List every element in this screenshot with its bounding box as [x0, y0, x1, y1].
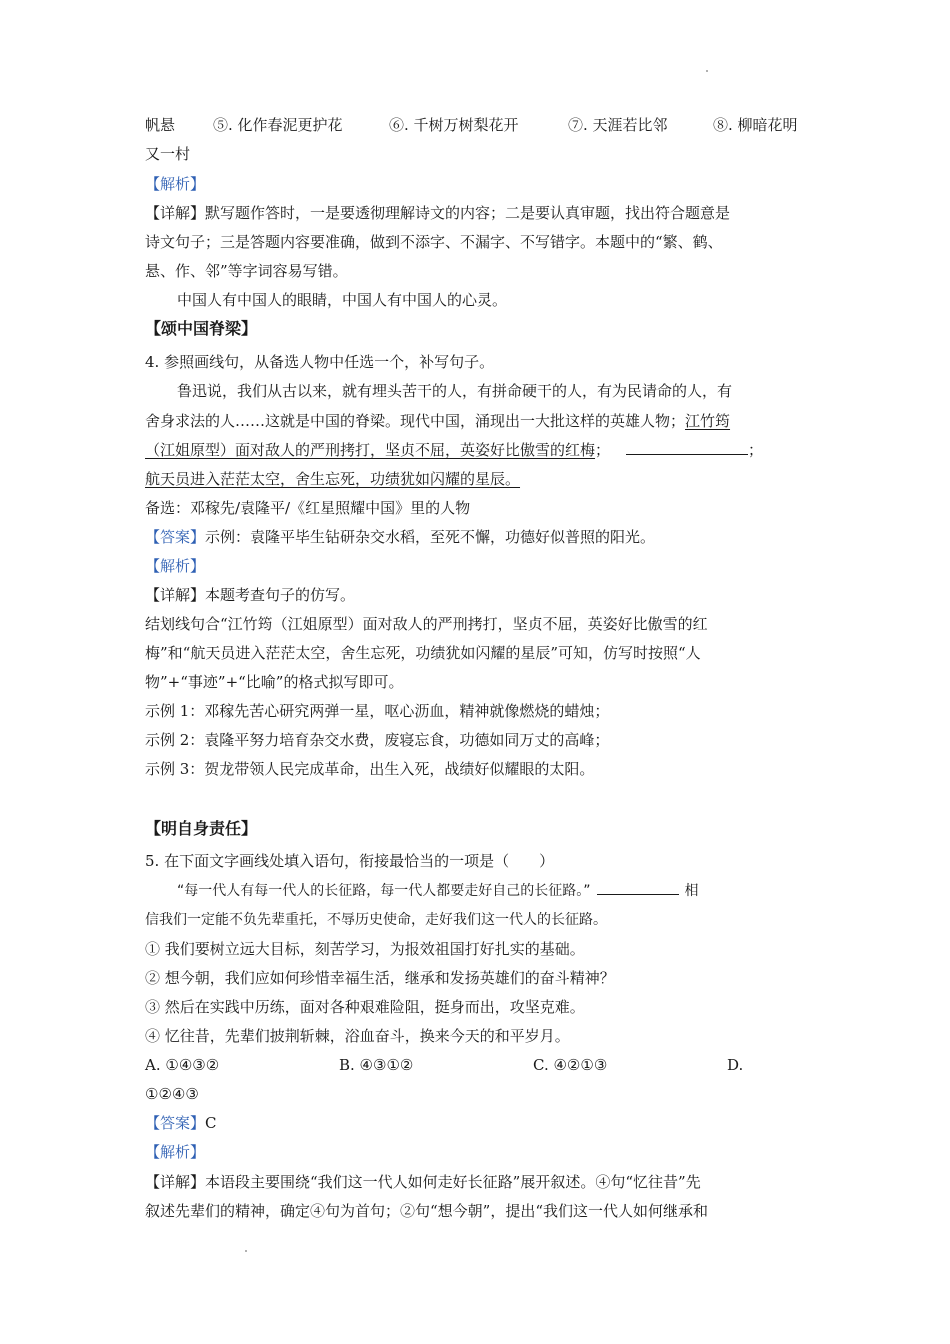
answer-fragment: 帆悬 [145, 116, 176, 134]
choice-d: D. [727, 1056, 744, 1074]
answer-text: 示例：袁隆平毕生钻研杂交水稻，至死不懈，功德好似普照的阳光。 [205, 528, 656, 546]
choice-d-continuation: ①②④③ [145, 1085, 199, 1103]
detail-line [145, 202, 805, 224]
answer-8: ⑧. 柳暗花明 [713, 116, 798, 134]
candidate-options: 备选：邓稼先/袁隆平/《红星照耀中国》里的人物 [145, 499, 471, 517]
passage-text: 舍身求法的人……这就是中国的脊梁。现代中国，涌现出一大批这样的英雄人物； [145, 412, 686, 430]
detail-label: 【详解】 [145, 204, 206, 222]
example-3: 示例 3：贺龙带领人民完成革命，出生入死，战绩好似耀眼的太阳。 [145, 760, 595, 778]
question-5: 5. 在下面文字画线处填入语句，衔接最恰当的一项是（ ） [145, 852, 555, 870]
underlined-sentence: （江姐原型）面对敌人的严刑拷打，坚贞不屈，英姿好比傲雪的红梅 [145, 441, 596, 459]
page-mark [245, 1250, 247, 1252]
analysis-label: 【解析】 [145, 175, 206, 193]
page-mark [706, 70, 708, 72]
detail-label: 【详解】 [145, 586, 206, 604]
answer-7: ⑦. 天涯若比邻 [568, 116, 668, 134]
passage-line [145, 410, 805, 432]
example-1: 示例 1：邓稼先苦心研究两弹一星，呕心沥血，精神就像燃烧的蜡烛； [145, 702, 610, 720]
sentence-1: ① 我们要树立远大目标，刻苦学习，为报效祖国打好扎实的基础。 [145, 940, 585, 958]
answer-label: 【答案】 [145, 528, 206, 546]
answer-5: ⑤. 化作春泥更护花 [213, 116, 343, 134]
answer-text: C [205, 1114, 217, 1132]
passage-line [177, 880, 837, 902]
choice-a: A. ①④③② [145, 1056, 220, 1074]
choice-b: B. ④③①② [339, 1056, 414, 1074]
detail-text: 诗文句子；三是答题内容要准确，做到不添字、不漏字、不写错字。本题中的“繁、鹤、 [145, 233, 723, 251]
detail-text: 悬、作、邻”等字词容易写错。 [145, 262, 348, 280]
underlined-sentence: 江竹筠 [685, 412, 731, 430]
example-2: 示例 2：袁隆平努力培育杂交水费，废寝忘食，功德如同万丈的高峰； [145, 731, 610, 749]
detail-text: 结划线句合“江竹筠（江姐原型）面对敌人的严刑拷打，坚贞不屈，英姿好比傲雪的红 [145, 615, 708, 633]
answer-line [145, 1112, 805, 1134]
section-heading: 【颂中国脊梁】 [145, 319, 258, 338]
answer-line [145, 526, 805, 548]
transition-text: 中国人有中国人的眼睛，中国人有中国人的心灵。 [177, 291, 508, 309]
answer-label: 【答案】 [145, 1114, 206, 1132]
detail-text: 默写题作答时，一是要透彻理解诗文的内容；二是要认真审题，找出符合题意是 [205, 204, 731, 222]
detail-text: 梅”和“航天员进入茫茫太空，舍生忘死，功绩犹如闪耀的星辰”可知，仿写时按照“人 [145, 644, 701, 662]
passage-text: 信我们一定能不负先辈重托，不辱历史使命，走好我们这一代人的长征路。 [145, 912, 607, 928]
underlined-sentence: 航天员进入茫茫太空，舍生忘死，功绩犹如闪耀的星辰。 [145, 470, 521, 488]
passage-line [145, 468, 805, 490]
analysis-label: 【解析】 [145, 1143, 206, 1161]
detail-text: 本语段主要围绕“我们这一代人如何走好长征路”展开叙述。④句“忆往昔”先 [205, 1173, 701, 1191]
passage-text: 相 [684, 883, 699, 899]
analysis-label: 【解析】 [145, 557, 206, 575]
answer-6: ⑥. 千树万树梨花开 [389, 116, 519, 134]
question-4: 4. 参照画线句，从备选人物中任选一个，补写句子。 [145, 353, 495, 371]
passage-line [145, 439, 805, 461]
detail-label: 【详解】 [145, 1173, 206, 1191]
detail-text: 物”+“事迹”+“比喻”的格式拟写即可。 [145, 673, 404, 691]
passage-text: ； [595, 441, 611, 459]
choice-c: C. ④②①③ [533, 1056, 608, 1074]
detail-line [145, 584, 805, 606]
detail-text: 本题考查句子的仿写。 [205, 586, 356, 604]
passage-text: “每一代人有每一代人的长征路，每一代人都要走好自己的长征路。” [177, 883, 591, 899]
sentence-4: ④ 忆往昔，先辈们披荆斩棘，浴血奋斗，换来今天的和平岁月。 [145, 1027, 570, 1045]
answer-continuation: 又一村 [145, 145, 191, 163]
sentence-2: ② 想今朝，我们应如何珍惜幸福生活，继承和发扬英雄们的奋斗精神？ [145, 969, 615, 987]
passage-text: ； [748, 441, 764, 459]
fill-in-blank [626, 442, 748, 455]
section-heading: 【明自身责任】 [145, 819, 258, 838]
sentence-3: ③ 然后在实践中历练，面对各种艰难险阻，挺身而出，攻坚克难。 [145, 998, 585, 1016]
passage-text: 鲁迅说，我们从古以来，就有埋头苦干的人，有拼命硬干的人，有为民请命的人，有 [177, 382, 733, 400]
detail-text: 叙述先辈们的精神，确定④句为首句；②句“想今朝”，提出“我们这一代人如何继承和 [145, 1202, 709, 1220]
detail-line [145, 1171, 805, 1193]
fill-in-blank [597, 882, 679, 895]
